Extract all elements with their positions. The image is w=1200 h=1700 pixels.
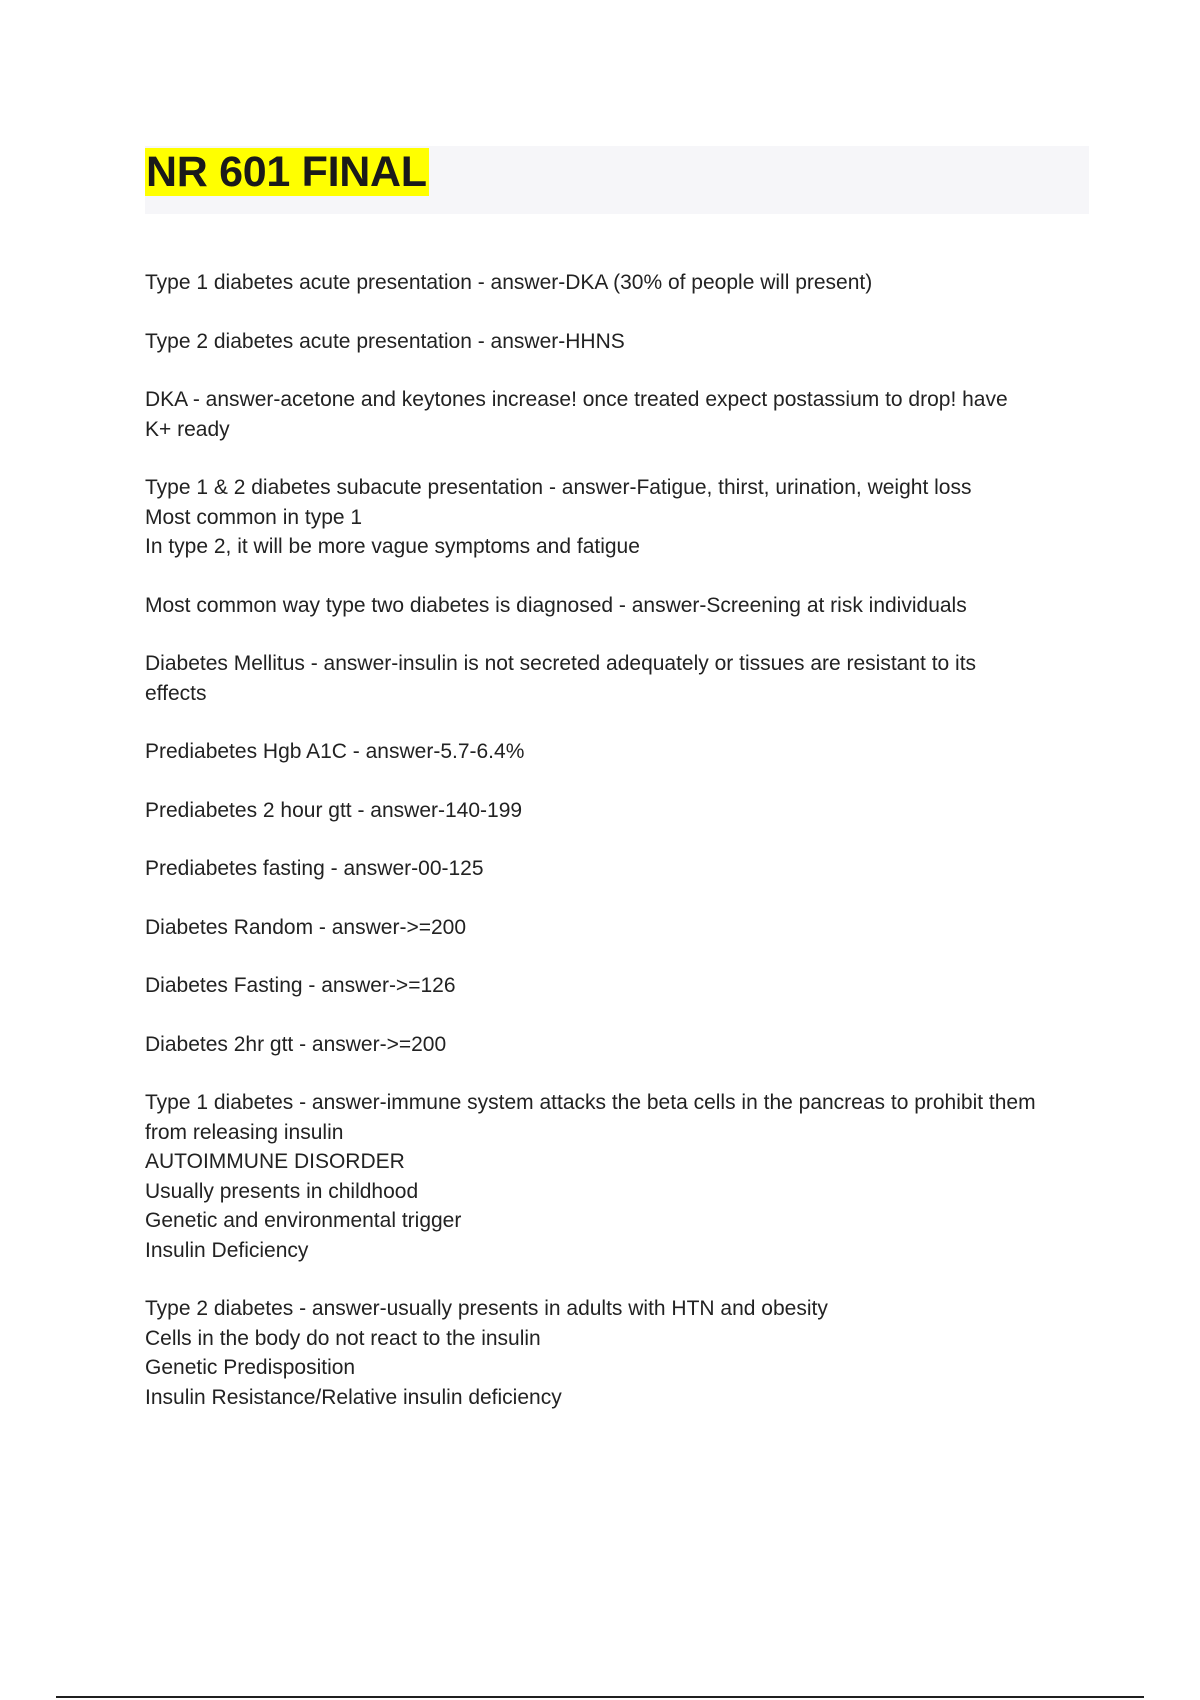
footer-divider: [56, 1696, 1144, 1698]
qa-entry-text: Type 1 diabetes acute presentation - answer-DKA (30% of people will present): [145, 271, 873, 294]
qa-entry: [145, 385, 1090, 444]
qa-entry: [145, 1030, 1090, 1060]
qa-list: [145, 268, 1090, 1441]
qa-entry: [145, 268, 1090, 298]
qa-entry-text: DKA - answer-acetone and keytones increase! once treated expect postassium to drop! have: [145, 388, 1008, 411]
qa-entry-detail-line: K+ ready: [145, 417, 230, 441]
qa-entry-detail-line: from releasing insulin: [145, 1120, 344, 1144]
qa-entry: [145, 854, 1090, 884]
qa-entry: [145, 737, 1090, 767]
qa-entry: [145, 649, 1090, 708]
qa-entry-text: Type 2 diabetes - answer-usually presents in adults with HTN and obesity: [145, 1297, 828, 1320]
qa-entry-text: Type 2 diabetes acute presentation - answer-HHNS: [145, 329, 625, 353]
qa-entry: [145, 1294, 1090, 1412]
qa-entry-detail-line: Genetic Predisposition: [145, 1356, 356, 1379]
qa-entry: [145, 913, 1090, 943]
qa-entry-text: Diabetes Fasting - answer->=126: [145, 974, 456, 997]
qa-entry: [145, 327, 1090, 357]
qa-entry: [145, 591, 1090, 621]
qa-entry-text: Prediabetes Hgb A1C - answer-5.7-6.4%: [145, 740, 525, 763]
qa-entry-text: Most common way type two diabetes is diagnosed - answer-Screening at risk individuals: [145, 593, 967, 617]
qa-entry-detail-line: Most common in type 1: [145, 505, 363, 529]
qa-entry-text: Prediabetes fasting - answer-00-125: [145, 857, 484, 880]
qa-entry-detail-line: Genetic and environmental trigger: [145, 1209, 462, 1232]
qa-entry-detail-line: AUTOIMMUNE DISORDER: [145, 1150, 405, 1173]
qa-entry: [145, 971, 1090, 1001]
qa-entry-text: Diabetes Mellitus - answer-insulin is not secreted adequately or tissues are resistant to its: [145, 652, 977, 675]
page-title: [145, 146, 429, 198]
qa-entry-text: Diabetes 2hr gtt - answer->=200: [145, 1032, 447, 1056]
qa-entry-text: Type 1 diabetes - answer-immune system attacks the beta cells in the pancreas to prohibit them: [145, 1091, 1036, 1114]
qa-entry: [145, 1088, 1090, 1265]
qa-entry-detail-line: Cells in the body do not react to the insulin: [145, 1326, 541, 1350]
qa-entry-text: Type 1 & 2 diabetes subacute presentation - answer-Fatigue, thirst, urination, weight loss: [145, 476, 972, 499]
qa-entry-detail-line: Insulin Deficiency: [145, 1238, 309, 1262]
qa-entry-detail-line: Insulin Resistance/Relative insulin deficiency: [145, 1385, 562, 1409]
qa-entry-text: Diabetes Random - answer->=200: [145, 915, 467, 939]
title-highlight: NR 601 FINAL: [146, 148, 427, 196]
qa-entry: [145, 473, 1090, 562]
qa-entry-text: Prediabetes 2 hour gtt - answer-140-199: [145, 798, 523, 822]
qa-entry-detail-line: Usually presents in childhood: [145, 1179, 419, 1203]
qa-entry-detail-line: effects: [145, 681, 207, 705]
qa-entry: [145, 796, 1090, 826]
qa-entry-detail-line: In type 2, it will be more vague symptoms and fatigue: [145, 535, 640, 558]
